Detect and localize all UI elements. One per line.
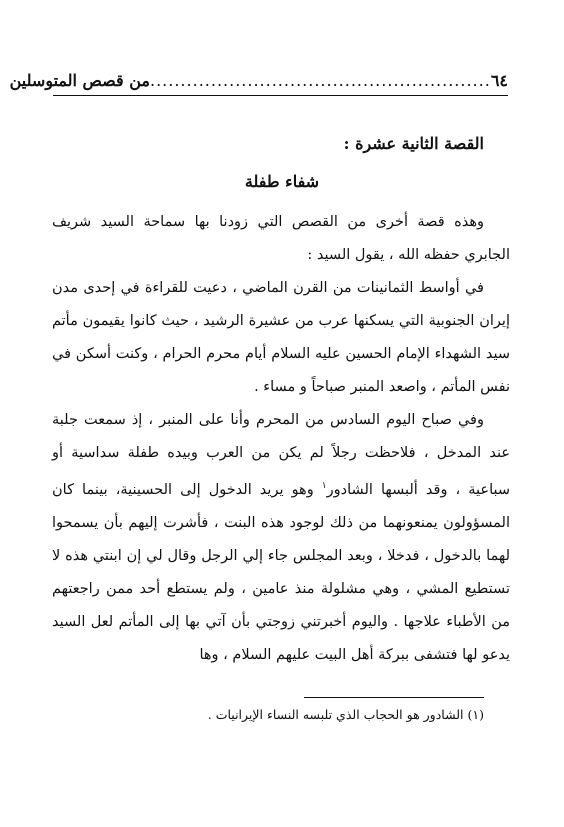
paragraph-1: وهذه قصة أخرى من القصص التي زودنا بها سماحة السيد شريف الجابري حفظه الله ، يقول السيد : bbox=[52, 214, 510, 263]
header-leader-dots: ........................................................ bbox=[150, 71, 491, 90]
paragraph-3-rest: وهو يريد الدخول إلى الحسينية، بينما كان المسؤولون يمنعونهما من ذلك لوجود هذه البنت ، فأشرت إليهم بأن يسمحوا لهما بالدخول ، فدخلا ، وبعد المجلس جاء إلي الرجل وقال لي إن ابنتي هذه لا تستطيع المشي ، وهي مشلولة منذ عامين ، ولم يستطع أحد ممن راجعتهم من الأطباء علاجها . واليوم أخبرتني زوجتي بأن آتي بها إلى المأتم لعل السيد يدعو لها فتشفى ببركة أهل البيت عليهم السلام ، وها bbox=[52, 481, 510, 663]
footnote-rule bbox=[304, 697, 484, 698]
paragraph-2: في أواسط الثمانينات من القرن الماضي ، دعيت للقراءة في إحدى مدن إيران الجنوبية التي يسكنها عرب من عشيرة الرشيد ، حيث كانوا يقيمون مأتم سيد الشهداء الإمام الحسين عليه السلام أيام محرم الحرام ، وكنت أسكن في نفس المأتم ، واصعد المنبر صباحاً و مساء . bbox=[52, 280, 510, 395]
header-rule bbox=[53, 95, 508, 96]
body-text bbox=[52, 206, 510, 672]
page-number: ٦٤ bbox=[490, 71, 508, 90]
paragraph-3 bbox=[52, 404, 510, 672]
footnote: (١) الشادور هو الحجاب الذي تلبسه النساء الإيرانيات . bbox=[207, 707, 484, 722]
footnote-marker[interactable]: ١ bbox=[321, 481, 327, 491]
story-heading: القصة الثانية عشرة : bbox=[343, 134, 484, 153]
section-title: شفاء طفلة bbox=[244, 172, 320, 191]
page-header bbox=[9, 60, 508, 90]
paragraph-3-start: وفي صباح اليوم السادس من المحرم وأنا على المنبر ، إذ سمعت جلبة عند المدخل ، فلاحظت رجلاً لم يكن من العرب وبيده طفلة سداسية أو سباعية ، وقد ألبسها الشادور bbox=[52, 412, 511, 498]
running-title: من قصص المتوسلين bbox=[9, 71, 150, 90]
